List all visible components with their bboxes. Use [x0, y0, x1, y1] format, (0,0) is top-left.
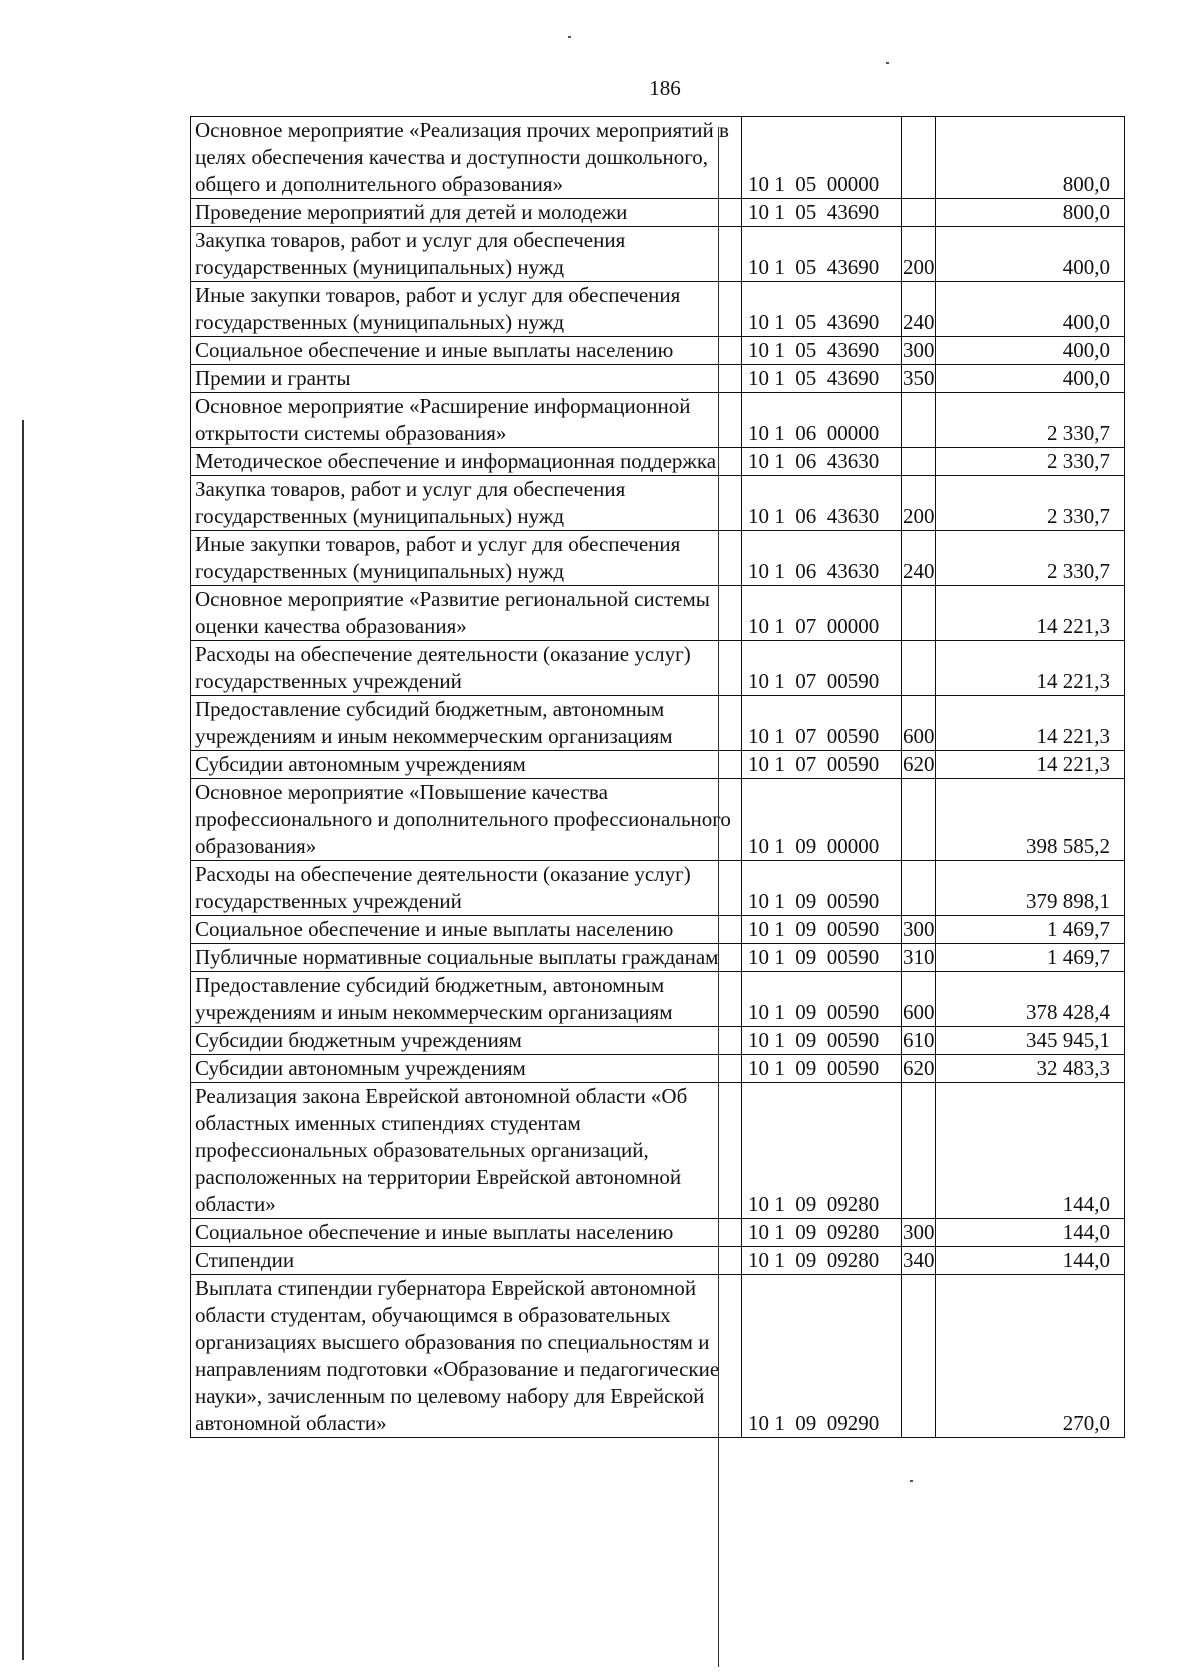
- row-code-cell: 10 1 09 00590: [742, 1027, 902, 1055]
- row-code-cell: 10 1 05 43690: [742, 227, 902, 282]
- table-row: [191, 117, 1125, 199]
- row-name-cell: Расходы на обеспечение деятельности (оказание услуг) государственных учреждений: [191, 861, 742, 916]
- row-code-cell: 10 1 06 43630: [742, 476, 902, 531]
- row-vr-cell: 200: [902, 476, 936, 531]
- row-name-cell: Иные закупки товаров, работ и услуг для обеспечения государственных (муниципальных) нужд: [191, 531, 742, 586]
- table-row: [191, 641, 1125, 696]
- row-name-cell: Выплата стипендии губернатора Еврейской автономной области студентам, обучающимся в образовательных организациях высшего образования по специальностям и направлениям подготовки «Образование и педагогические науки», зачисленным по целевому набору для Еврейской автономной области»: [191, 1275, 742, 1438]
- table-row: [191, 476, 1125, 531]
- row-vr-cell: 200: [902, 227, 936, 282]
- row-amount-cell: 1 469,7: [936, 916, 1125, 944]
- row-code-cell: 10 1 05 43690: [742, 282, 902, 337]
- table-row: [191, 779, 1125, 861]
- row-name-cell: Социальное обеспечение и иные выплаты населению: [191, 916, 742, 944]
- row-code-cell: 10 1 07 00590: [742, 641, 902, 696]
- scan-speck: [910, 1480, 913, 1482]
- row-amount-cell: 345 945,1: [936, 1027, 1125, 1055]
- row-vr-cell: 300: [902, 916, 936, 944]
- row-vr-cell: 300: [902, 337, 936, 365]
- scan-artifact-line: [718, 127, 719, 1667]
- table-row: [191, 1055, 1125, 1083]
- row-vr-cell: [902, 861, 936, 916]
- row-name-cell: Предоставление субсидий бюджетным, автономным учреждениям и иным некоммерческим организациям: [191, 972, 742, 1027]
- row-code-cell: 10 1 07 00590: [742, 751, 902, 779]
- row-code-cell: 10 1 05 43690: [742, 199, 902, 227]
- row-name-cell: Основное мероприятие «Развитие региональной системы оценки качества образования»: [191, 586, 742, 641]
- table-body: [191, 117, 1125, 1438]
- row-code-cell: 10 1 06 43630: [742, 531, 902, 586]
- table-row: [191, 365, 1125, 393]
- table-row: [191, 1275, 1125, 1438]
- row-amount-cell: 1 469,7: [936, 944, 1125, 972]
- row-vr-cell: 340: [902, 1247, 936, 1275]
- row-amount-cell: 400,0: [936, 365, 1125, 393]
- row-amount-cell: 800,0: [936, 199, 1125, 227]
- row-vr-cell: 300: [902, 1219, 936, 1247]
- table-row: [191, 861, 1125, 916]
- row-name-cell: Субсидии бюджетным учреждениям: [191, 1027, 742, 1055]
- row-amount-cell: 14 221,3: [936, 641, 1125, 696]
- row-vr-cell: 240: [902, 282, 936, 337]
- table-row: [191, 393, 1125, 448]
- row-name-cell: Социальное обеспечение и иные выплаты населению: [191, 337, 742, 365]
- row-name-cell: Основное мероприятие «Расширение информационной открытости системы образования»: [191, 393, 742, 448]
- row-code-cell: 10 1 09 00590: [742, 1055, 902, 1083]
- table-row: [191, 916, 1125, 944]
- row-amount-cell: 378 428,4: [936, 972, 1125, 1027]
- row-vr-cell: 600: [902, 972, 936, 1027]
- row-code-cell: 10 1 09 00590: [742, 944, 902, 972]
- row-code-cell: 10 1 07 00000: [742, 586, 902, 641]
- row-name-cell: Стипендии: [191, 1247, 742, 1275]
- row-amount-cell: 32 483,3: [936, 1055, 1125, 1083]
- table-row: [191, 751, 1125, 779]
- row-vr-cell: 620: [902, 751, 936, 779]
- row-amount-cell: 2 330,7: [936, 476, 1125, 531]
- row-amount-cell: 144,0: [936, 1219, 1125, 1247]
- row-vr-cell: 350: [902, 365, 936, 393]
- row-code-cell: 10 1 06 43630: [742, 448, 902, 476]
- row-code-cell: 10 1 09 09290: [742, 1275, 902, 1438]
- row-vr-cell: 610: [902, 1027, 936, 1055]
- row-code-cell: 10 1 07 00590: [742, 696, 902, 751]
- row-name-cell: Субсидии автономным учреждениям: [191, 751, 742, 779]
- row-amount-cell: 2 330,7: [936, 531, 1125, 586]
- row-vr-cell: [902, 199, 936, 227]
- table-row: [191, 337, 1125, 365]
- row-code-cell: 10 1 05 00000: [742, 117, 902, 199]
- row-amount-cell: 800,0: [936, 117, 1125, 199]
- row-amount-cell: 379 898,1: [936, 861, 1125, 916]
- row-code-cell: 10 1 06 00000: [742, 393, 902, 448]
- row-name-cell: Предоставление субсидий бюджетным, автономным учреждениям и иным некоммерческим организациям: [191, 696, 742, 751]
- table-row: [191, 448, 1125, 476]
- row-code-cell: 10 1 09 00000: [742, 779, 902, 861]
- table-row: [191, 227, 1125, 282]
- row-amount-cell: 14 221,3: [936, 751, 1125, 779]
- table-row: [191, 696, 1125, 751]
- row-vr-cell: [902, 1083, 936, 1219]
- row-vr-cell: 600: [902, 696, 936, 751]
- row-vr-cell: 240: [902, 531, 936, 586]
- scan-speck: [886, 62, 889, 64]
- row-vr-cell: [902, 586, 936, 641]
- row-name-cell: Закупка товаров, работ и услуг для обеспечения государственных (муниципальных) нужд: [191, 476, 742, 531]
- table-row: [191, 1083, 1125, 1219]
- row-amount-cell: 14 221,3: [936, 586, 1125, 641]
- row-amount-cell: 400,0: [936, 282, 1125, 337]
- row-name-cell: Закупка товаров, работ и услуг для обеспечения государственных (муниципальных) нужд: [191, 227, 742, 282]
- row-code-cell: 10 1 05 43690: [742, 337, 902, 365]
- scan-speck: [568, 36, 571, 38]
- row-name-cell: Основное мероприятие «Повышение качества профессионального и дополнительного профессионального образования»: [191, 779, 742, 861]
- row-vr-cell: [902, 448, 936, 476]
- row-amount-cell: 400,0: [936, 227, 1125, 282]
- row-amount-cell: 144,0: [936, 1083, 1125, 1219]
- row-name-cell: Методическое обеспечение и информационная поддержка: [191, 448, 742, 476]
- row-vr-cell: [902, 393, 936, 448]
- row-name-cell: Премии и гранты: [191, 365, 742, 393]
- row-amount-cell: 398 585,2: [936, 779, 1125, 861]
- row-name-cell: Проведение мероприятий для детей и молодежи: [191, 199, 742, 227]
- row-amount-cell: 14 221,3: [936, 696, 1125, 751]
- scan-left-edge: [22, 420, 24, 1660]
- table-row: [191, 282, 1125, 337]
- row-name-cell: Расходы на обеспечение деятельности (оказание услуг) государственных учреждений: [191, 641, 742, 696]
- row-vr-cell: [902, 1275, 936, 1438]
- table-row: [191, 586, 1125, 641]
- table-row: [191, 972, 1125, 1027]
- row-code-cell: 10 1 09 09280: [742, 1219, 902, 1247]
- row-name-cell: Публичные нормативные социальные выплаты гражданам: [191, 944, 742, 972]
- row-amount-cell: 2 330,7: [936, 393, 1125, 448]
- row-name-cell: Иные закупки товаров, работ и услуг для обеспечения государственных (муниципальных) нужд: [191, 282, 742, 337]
- row-code-cell: 10 1 09 00590: [742, 972, 902, 1027]
- row-code-cell: 10 1 05 43690: [742, 365, 902, 393]
- row-amount-cell: 2 330,7: [936, 448, 1125, 476]
- row-code-cell: 10 1 09 09280: [742, 1083, 902, 1219]
- row-vr-cell: 310: [902, 944, 936, 972]
- page-number: 186: [649, 76, 681, 100]
- row-amount-cell: 144,0: [936, 1247, 1125, 1275]
- table-row: [191, 944, 1125, 972]
- table-row: [191, 1219, 1125, 1247]
- row-vr-cell: 620: [902, 1055, 936, 1083]
- table-row: [191, 199, 1125, 227]
- row-name-cell: Реализация закона Еврейской автономной области «Об областных именных стипендиях студентам профессиональных образовательных организаций, расположенных на территории Еврейской автономной области»: [191, 1083, 742, 1219]
- table-row: [191, 531, 1125, 586]
- row-name-cell: Социальное обеспечение и иные выплаты населению: [191, 1219, 742, 1247]
- row-amount-cell: 400,0: [936, 337, 1125, 365]
- row-name-cell: Субсидии автономным учреждениям: [191, 1055, 742, 1083]
- row-code-cell: 10 1 09 09280: [742, 1247, 902, 1275]
- row-amount-cell: 270,0: [936, 1275, 1125, 1438]
- table-row: [191, 1247, 1125, 1275]
- row-code-cell: 10 1 09 00590: [742, 861, 902, 916]
- row-vr-cell: [902, 641, 936, 696]
- budget-table: [190, 116, 1125, 1438]
- row-vr-cell: [902, 779, 936, 861]
- table-row: [191, 1027, 1125, 1055]
- row-name-cell: Основное мероприятие «Реализация прочих мероприятий в целях обеспечения качества и доступности дошкольного, общего и дополнительного образования»: [191, 117, 742, 199]
- row-code-cell: 10 1 09 00590: [742, 916, 902, 944]
- row-vr-cell: [902, 117, 936, 199]
